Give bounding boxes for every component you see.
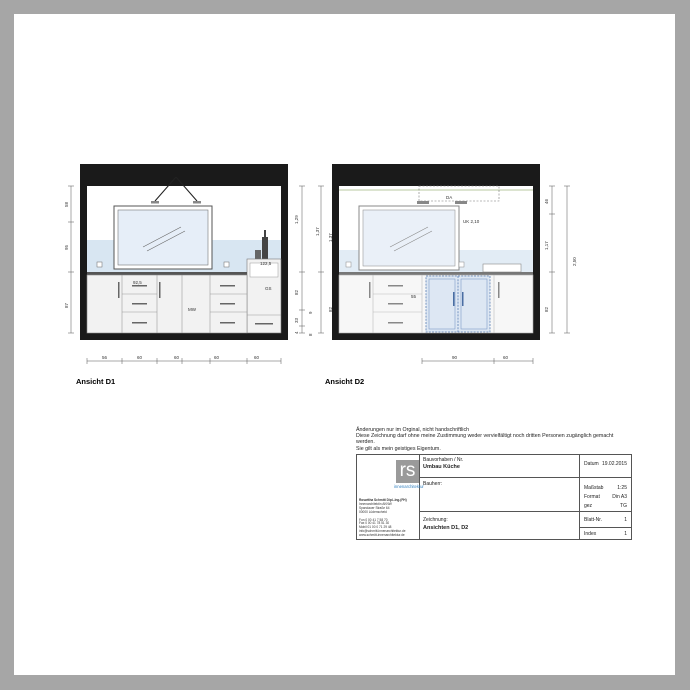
d1-dim-r2: 1,37 xyxy=(315,227,320,236)
drawn-by-value: TG xyxy=(620,503,627,509)
d2-dim-r1: 46 xyxy=(544,198,549,204)
logo-subtitle: innenarchitektur xyxy=(394,484,424,489)
d2-dim-r4: 82 xyxy=(544,306,549,312)
d1-dim-l1: 58 xyxy=(64,201,69,207)
d2-dim-h2: 60 xyxy=(503,355,509,360)
index-value: 1 xyxy=(624,531,627,537)
client-label: Bauherr: xyxy=(423,481,443,487)
sheet-number-label: Blatt-Nr. xyxy=(584,517,603,523)
d2-hood-height: UK 2,10 xyxy=(463,219,480,224)
d1-dim-h3: 60 xyxy=(174,355,180,360)
d1-dim-r6: 4 xyxy=(294,331,299,334)
drawing-label: Zeichnung: xyxy=(423,517,448,523)
date-label: Datum xyxy=(584,461,599,467)
d1-appliance-gs: GS xyxy=(265,286,272,291)
d2-hood-label: DA xyxy=(446,195,453,200)
address-line: www.schmitt-innenarchitektur.de xyxy=(359,533,405,538)
d1-level-left: 92,5 xyxy=(133,280,142,285)
address-line: info@schmitt-innenarchitektur.de xyxy=(359,529,406,534)
view-label-d2: Ansicht D2 xyxy=(325,377,365,386)
elevation-d1 xyxy=(64,164,320,364)
drawing-value: Ansichten D1, D2 xyxy=(423,525,469,531)
logo-panel xyxy=(357,455,424,539)
drawn-by-label: gez xyxy=(584,503,593,509)
d1-dim-r3: 82 xyxy=(294,289,299,295)
drawing-sheet xyxy=(14,14,675,675)
d1-dim-r5: 9 xyxy=(308,311,313,314)
address-line: Fon 0 00 41 7 58 70 xyxy=(359,517,388,522)
d2-dim-l2: 82 xyxy=(328,306,333,312)
note-line: werden. xyxy=(356,439,375,446)
sheet-number-value: 1 xyxy=(624,517,627,523)
d1-appliance-mw: MW xyxy=(188,307,196,312)
d2-dim-r2: 2,50 xyxy=(572,257,577,266)
company-logo xyxy=(360,457,424,493)
d1-level-right: 122,5 xyxy=(260,261,272,266)
d1-dim-h4: 60 xyxy=(214,355,220,360)
d1-dim-r4: 33 xyxy=(294,317,299,323)
view-label-d1: Ansicht D1 xyxy=(76,377,116,386)
d1-dim-h2: 60 xyxy=(137,355,143,360)
note-line: Sie gilt als mein geistiges Eigentum. xyxy=(356,445,441,452)
address-line: 00000 Lüdenscheid xyxy=(359,509,387,514)
address-line: Innenarchitektin AKNW xyxy=(359,501,392,506)
d2-dim-l1: 1,37 xyxy=(328,233,333,242)
elevation-d2 xyxy=(318,164,577,364)
note-line: Änderungen nur im Orginal, nicht handschriftlich xyxy=(356,427,470,433)
format-label: Format xyxy=(584,494,600,500)
logo-mark: rs xyxy=(396,460,419,483)
address-line: Spandauer Straße 64 xyxy=(359,505,390,510)
company-address xyxy=(359,499,407,538)
d2-side-label: 55 xyxy=(411,294,417,299)
note-line: Diese Zeichnung darf ohne meine Zustimmung weder vervielfältigt noch dritten Personen zugänglich gemacht xyxy=(356,433,614,440)
project-value: Umbau Küche xyxy=(423,464,460,470)
date-value: 19.02.2015 xyxy=(601,461,627,467)
d1-dim-l3: 87 xyxy=(64,302,69,308)
project-label: Bauvorhaben / Nr. xyxy=(423,457,464,463)
format-value: Din A3 xyxy=(612,494,627,500)
copyright-note xyxy=(356,427,656,452)
index-label: Index xyxy=(584,531,597,537)
d2-dim-r3: 1,17 xyxy=(544,241,549,250)
d1-dim-r7: 8 xyxy=(308,333,313,336)
scale-label: Maßstab xyxy=(584,485,604,491)
d1-dim-h5: 60 xyxy=(254,355,260,360)
address-line: Fax 0 00 41 78 51 30 xyxy=(359,521,390,526)
address-line: Mobil 01 00 0 71 29 48 xyxy=(359,525,392,530)
d2-dim-h1: 90 xyxy=(452,355,458,360)
title-block xyxy=(356,454,632,540)
d1-dim-h1: 56 xyxy=(102,355,108,360)
address-line: Roswitha Schmitt Dipl.-Ing.(FH) xyxy=(359,498,407,502)
scale-value: 1:25 xyxy=(617,485,627,491)
d1-dim-r1: 1,29 xyxy=(294,215,299,224)
elevation-drawings xyxy=(14,14,675,414)
d1-dim-l2: 95 xyxy=(64,244,69,250)
